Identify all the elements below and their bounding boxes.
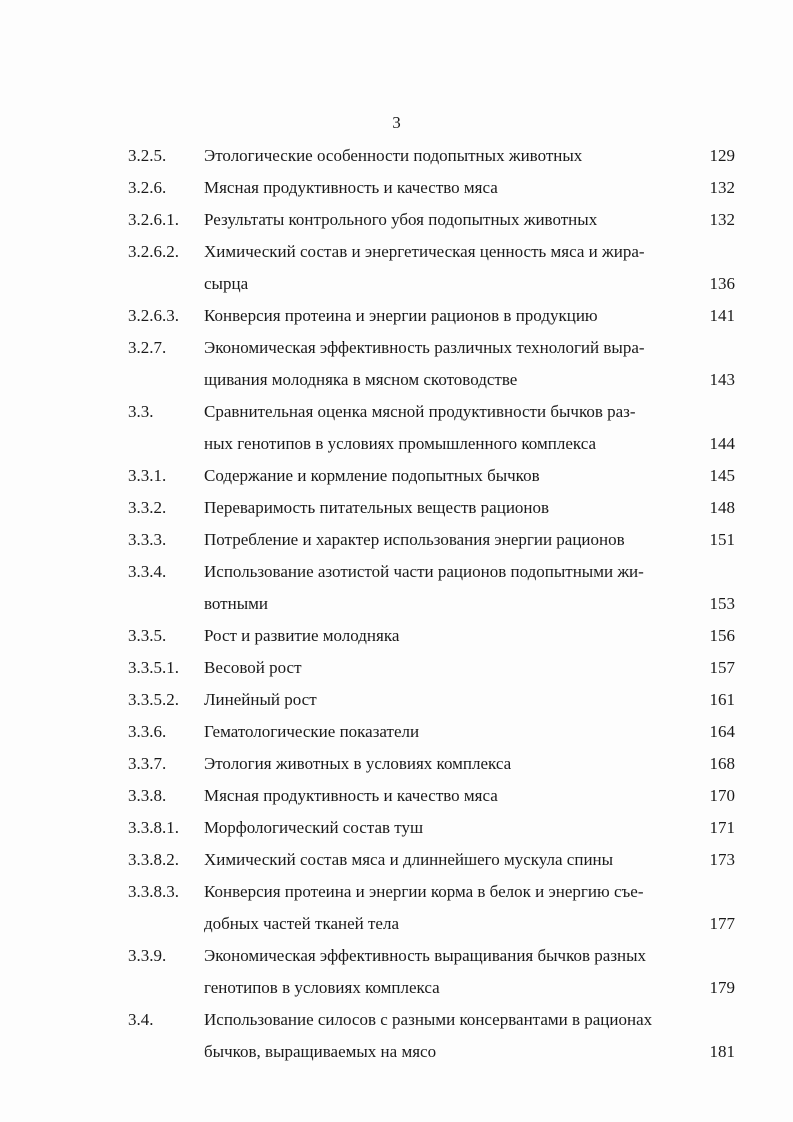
toc-entry-title	[204, 780, 696, 812]
toc-entry-page: 171	[709, 818, 735, 837]
toc-entry-title	[204, 332, 696, 396]
toc-entry-page: 141	[709, 306, 735, 325]
toc-entry-page: 143	[709, 370, 735, 389]
toc-entry-title	[204, 812, 696, 844]
toc-entry-title	[204, 716, 696, 748]
toc-entry	[0, 620, 793, 652]
toc-entry-title-line: Конверсия протеина и энергии рационов в продукцию	[204, 306, 598, 325]
toc-entry	[0, 332, 793, 396]
toc-entry-title-line: Результаты контрольного убоя подопытных животных	[204, 210, 598, 229]
toc-entry-title-line: бычков, выращиваемых на мясо	[204, 1042, 437, 1061]
toc-entry-title	[204, 876, 696, 940]
toc-entry	[0, 940, 793, 1004]
toc-entry-title	[204, 844, 696, 876]
toc-entry-page: 177	[709, 914, 735, 933]
page-number: 3	[392, 113, 401, 132]
toc-entry	[0, 844, 793, 876]
toc-entry-number: 3.3.8.1.	[128, 818, 179, 837]
toc-entry	[0, 396, 793, 460]
toc-entry	[0, 748, 793, 780]
toc-entry-title	[204, 748, 696, 780]
toc-entry-title	[204, 1004, 696, 1068]
toc-entry-title	[204, 620, 696, 652]
toc-entry-number: 3.3.8.2.	[128, 850, 179, 869]
toc-entry	[0, 716, 793, 748]
toc-entry-number: 3.3.8.	[128, 786, 167, 805]
toc-entry	[0, 236, 793, 300]
toc-entry-title-line: Использование силосов с разными консервантами в рационах	[204, 1010, 653, 1029]
toc-entry	[0, 684, 793, 716]
toc-entry-page: 168	[709, 754, 735, 773]
toc-entry-page: 151	[709, 530, 735, 549]
toc-entry-number: 3.3.9.	[128, 946, 167, 965]
toc-entry	[0, 780, 793, 812]
toc-entry-page: 164	[709, 722, 735, 741]
toc-entry-number: 3.3.5.2.	[128, 690, 179, 709]
toc-entry-title-line: Линейный рост	[204, 690, 317, 709]
toc-entry-number: 3.2.6.1.	[128, 210, 179, 229]
table-of-contents	[0, 140, 793, 1068]
toc-entry-title	[204, 684, 696, 716]
toc-entry-page: 156	[709, 626, 735, 645]
toc-entry-page: 132	[709, 210, 735, 229]
toc-entry-number: 3.3.	[128, 402, 154, 421]
toc-entry	[0, 556, 793, 620]
toc-entry-page: 170	[709, 786, 735, 805]
toc-entry-page: 132	[709, 178, 735, 197]
toc-entry-title-line: Переваримость питательных веществ рационов	[204, 498, 550, 517]
toc-entry-title-line: Сравнительная оценка мясной продуктивности бычков раз-	[204, 402, 636, 421]
toc-entry-number: 3.4.	[128, 1010, 154, 1029]
toc-entry-number: 3.3.8.3.	[128, 882, 179, 901]
toc-entry-number: 3.3.7.	[128, 754, 167, 773]
toc-entry-title-line: Экономическая эффективность различных технологий выра-	[204, 338, 645, 357]
toc-entry	[0, 524, 793, 556]
toc-entry	[0, 812, 793, 844]
toc-entry-page: 153	[709, 594, 735, 613]
toc-entry-title	[204, 940, 696, 1004]
toc-entry-title	[204, 652, 696, 684]
toc-entry-title-line: Конверсия протеина и энергии корма в белок и энергию съе-	[204, 882, 644, 901]
toc-entry-title-line: Использование азотистой части рационов подопытными жи-	[204, 562, 644, 581]
toc-entry-page: 136	[709, 274, 735, 293]
toc-entry	[0, 140, 793, 172]
toc-entry-title-line: Весовой рост	[204, 658, 302, 677]
toc-entry-number: 3.3.3.	[128, 530, 167, 549]
toc-entry-title-line: генотипов в условиях комплекса	[204, 978, 440, 997]
toc-entry-title	[204, 492, 696, 524]
toc-entry-title	[204, 236, 696, 300]
toc-entry-title	[204, 460, 696, 492]
toc-entry-page: 148	[709, 498, 735, 517]
toc-entry-title-line: ных генотипов в условиях промышленного комплекса	[204, 434, 596, 453]
toc-entry-number: 3.2.6.	[128, 178, 167, 197]
toc-entry-title	[204, 556, 696, 620]
toc-entry-number: 3.2.7.	[128, 338, 167, 357]
toc-entry-title-line: Этология животных в условиях комплекса	[204, 754, 512, 773]
toc-entry-number: 3.3.1.	[128, 466, 167, 485]
toc-entry-page: 161	[709, 690, 735, 709]
toc-entry-page: 145	[709, 466, 735, 485]
toc-entry-title-line: Гематологические показатели	[204, 722, 420, 741]
toc-entry	[0, 652, 793, 684]
toc-entry-page: 181	[709, 1042, 735, 1061]
toc-entry-title-line: Химический состав мяса и длиннейшего мускула спины	[204, 850, 614, 869]
toc-entry-number: 3.3.4.	[128, 562, 167, 581]
toc-entry-number: 3.2.6.3.	[128, 306, 179, 325]
toc-entry-title-line: Морфологический состав туш	[204, 818, 424, 837]
toc-entry-number: 3.3.5.1.	[128, 658, 179, 677]
toc-entry	[0, 300, 793, 332]
toc-entry-title	[204, 204, 696, 236]
toc-entry-title-line: Мясная продуктивность и качество мяса	[204, 178, 498, 197]
toc-entry-title-line: сырца	[204, 274, 249, 293]
toc-entry-title-line: добных частей тканей тела	[204, 914, 400, 933]
toc-entry-number: 3.3.2.	[128, 498, 167, 517]
toc-entry-page: 173	[709, 850, 735, 869]
toc-entry-number: 3.2.6.2.	[128, 242, 179, 261]
toc-entry-page: 157	[709, 658, 735, 677]
toc-entry-page: 129	[709, 146, 735, 165]
toc-entry-title	[204, 140, 696, 172]
toc-entry-title-line: Химический состав и энергетическая ценность мяса и жира-	[204, 242, 645, 261]
toc-entry	[0, 876, 793, 940]
toc-entry-title-line: Содержание и кормление подопытных бычков	[204, 466, 540, 485]
toc-entry-page: 179	[709, 978, 735, 997]
toc-entry-title-line: Экономическая эффективность выращивания бычков разных	[204, 946, 647, 965]
toc-entry	[0, 204, 793, 236]
toc-entry-title	[204, 172, 696, 204]
toc-entry-number: 3.3.5.	[128, 626, 167, 645]
toc-entry-page: 144	[709, 434, 735, 453]
toc-entry-title-line: Этологические особенности подопытных животных	[204, 146, 583, 165]
toc-entry	[0, 1004, 793, 1068]
toc-entry-title	[204, 300, 696, 332]
toc-entry	[0, 460, 793, 492]
toc-entry	[0, 172, 793, 204]
toc-entry-number: 3.2.5.	[128, 146, 167, 165]
toc-entry-title-line: Рост и развитие молодняка	[204, 626, 400, 645]
toc-entry-number: 3.3.6.	[128, 722, 167, 741]
toc-entry	[0, 492, 793, 524]
toc-entry-title-line: щивания молодняка в мясном скотоводстве	[204, 370, 518, 389]
toc-entry-title-line: Потребление и характер использования энергии рационов	[204, 530, 625, 549]
toc-entry-title	[204, 524, 696, 556]
toc-entry-title-line: вотными	[204, 594, 268, 613]
toc-entry-title-line: Мясная продуктивность и качество мяса	[204, 786, 498, 805]
toc-entry-title	[204, 396, 696, 460]
